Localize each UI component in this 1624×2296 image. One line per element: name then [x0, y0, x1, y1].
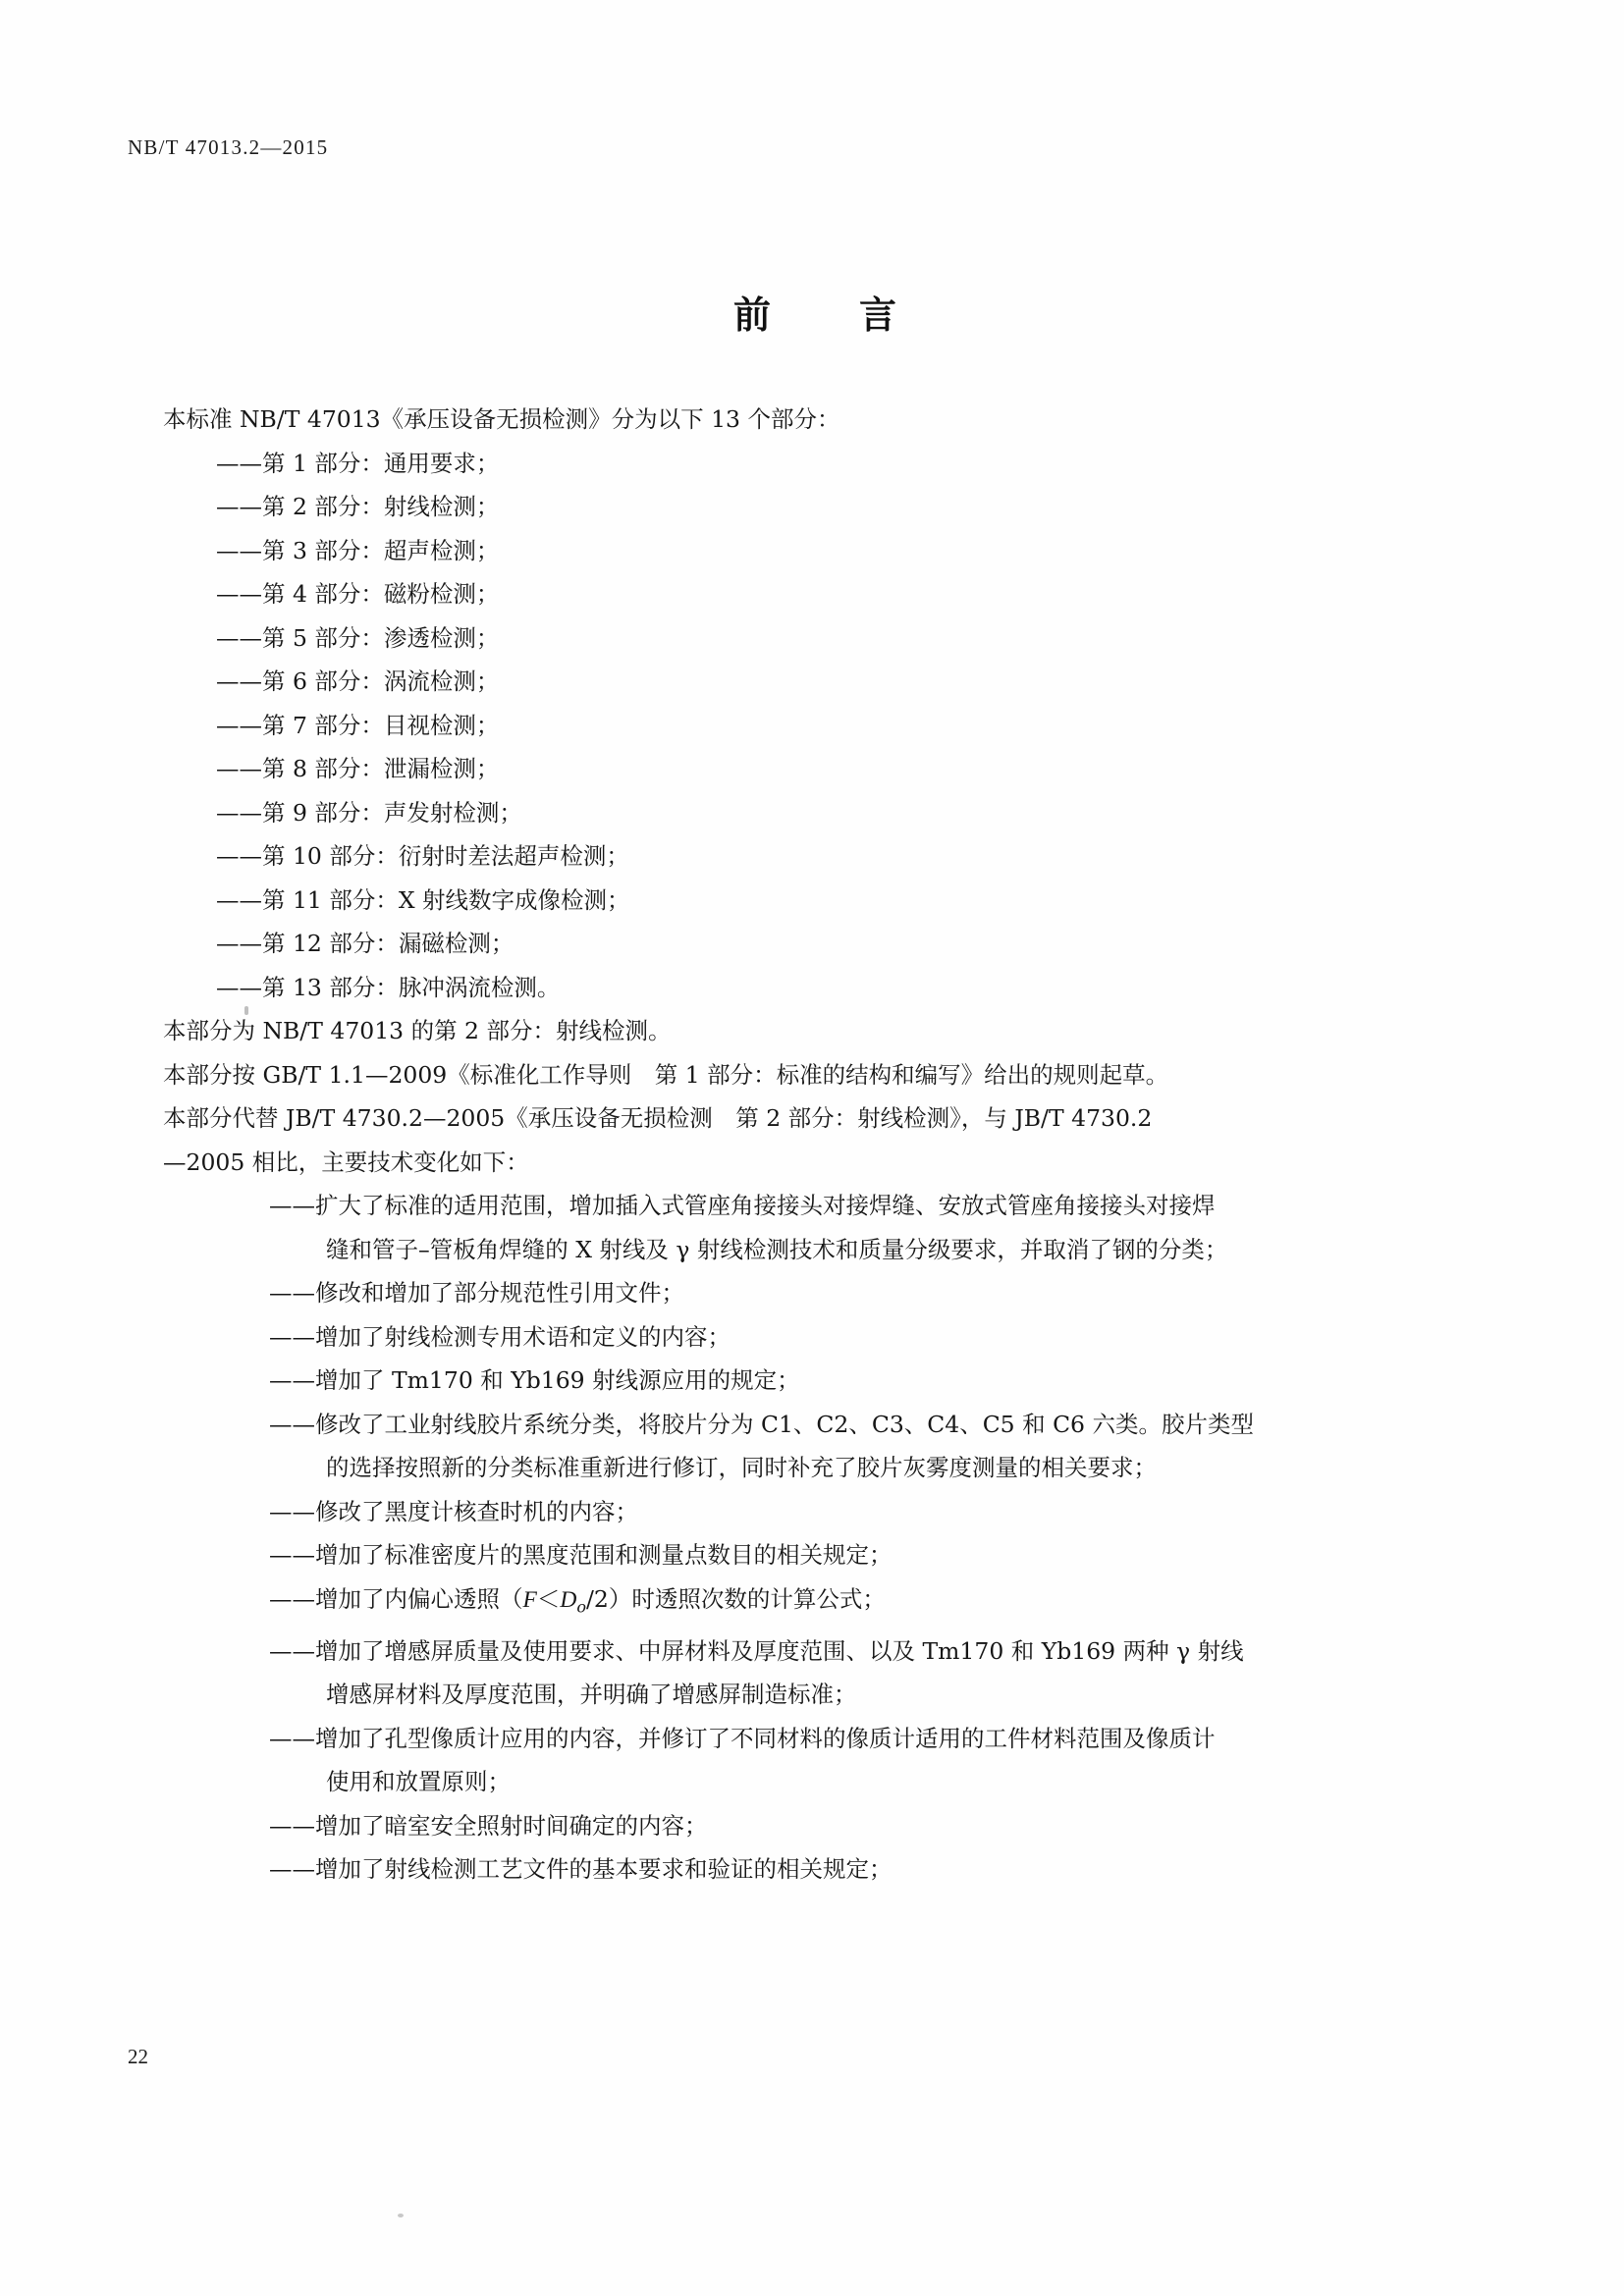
- change-item: ——修改了工业射线胶片系统分类，将胶片分为 C1、C2、C3、C4、C5 和 C6 六类。胶片类型: [269, 1410, 1254, 1438]
- list-item: ——第 1 部分：通用要求；: [216, 449, 500, 477]
- formula-variable-d: D: [560, 1586, 577, 1613]
- change-item: ——增加了标准密度片的黑度范围和测量点数目的相关规定；: [269, 1541, 893, 1569]
- change-item: ——修改和增加了部分规范性引用文件；: [269, 1279, 684, 1307]
- replacement-paragraph-line1: 本部分代替 JB/T 4730.2—2005《承压设备无损检测 第 2 部分：射线检测》，与 JB/T 4730.2: [163, 1104, 1153, 1132]
- formula-subscript: o: [576, 1597, 586, 1617]
- formula-less-than: ＜: [536, 1584, 561, 1613]
- statement-paragraph: 本部分为 NB/T 47013 的第 2 部分：射线检测。: [163, 1017, 672, 1044]
- list-item: ——第 6 部分：涡流检测；: [216, 667, 500, 695]
- intro-paragraph: 本标准 NB/T 47013《承压设备无损检测》分为以下 13 个部分：: [163, 405, 840, 433]
- list-item: ——第 8 部分：泄漏检测；: [216, 755, 500, 782]
- list-item: ——第 3 部分：超声检测；: [216, 536, 500, 564]
- change-item-continuation: 的选择按照新的分类标准重新进行修订，同时补充了胶片灰雾度测量的相关要求；: [326, 1454, 1157, 1481]
- page-sheet: [118, 118, 1512, 2189]
- page-title: 前 言: [732, 293, 922, 337]
- change-item: ——增加了射线检测工艺文件的基本要求和验证的相关规定；: [269, 1855, 893, 1884]
- change-item: ——增加了射线检测专用术语和定义的内容；: [269, 1322, 731, 1351]
- list-item: ——第 11 部分：X 射线数字成像检测；: [216, 885, 630, 914]
- list-item: ——第 5 部分：渗透检测；: [216, 623, 500, 652]
- list-item: ——第 10 部分：衍射时差法超声检测；: [216, 842, 629, 870]
- change-item: ——修改了黑度计核查时机的内容；: [269, 1497, 638, 1525]
- formula-suffix: /2）时透照次数的计算公式；: [585, 1584, 886, 1613]
- change-item-continuation: 缝和管子–管板角焊缝的 X 射线及 γ 射线检测技术和质量分级要求，并取消了钢的分类；: [326, 1235, 1228, 1263]
- change-item-continuation: 增感屏材料及厚度范围，并明确了增感屏制造标准；: [326, 1681, 857, 1709]
- list-item: ——第 13 部分：脉冲涡流检测。: [216, 973, 561, 1001]
- scan-speck: [244, 1006, 248, 1015]
- page-header-standard-code: NB/T 47013.2—2015: [128, 135, 329, 159]
- change-item: ——扩大了标准的适用范围，增加插入式管座角接接头对接焊缝、安放式管座角接接头对接焊: [269, 1192, 1216, 1219]
- change-item: ——增加了 Tm170 和 Yb169 射线源应用的规定；: [269, 1366, 800, 1394]
- change-item: ——增加了增感屏质量及使用要求、中屏材料及厚度范围、以及 Tm170 和 Yb169 两种 γ 射线: [269, 1636, 1244, 1665]
- formula-variable-f: F: [522, 1586, 537, 1613]
- list-item: ——第 12 部分：漏磁检测；: [216, 930, 514, 957]
- statement-paragraph: 本部分按 GB/T 1.1—2009《标准化工作导则 第 1 部分：标准的结构和编写》给出的规则起草。: [163, 1060, 1169, 1089]
- list-item: ——第 2 部分：射线检测；: [216, 493, 500, 520]
- list-item: ——第 7 部分：目视检测；: [216, 711, 500, 739]
- change-item: ——增加了暗室安全照射时间确定的内容；: [269, 1811, 708, 1840]
- change-item-continuation: 使用和放置原则；: [326, 1768, 511, 1796]
- document-body: [163, 398, 1479, 1892]
- scan-speck: [398, 2214, 404, 2217]
- list-item: ——第 9 部分：声发射检测；: [216, 798, 522, 827]
- page-number: 22: [128, 2045, 148, 2068]
- replacement-paragraph-line2: —2005 相比，主要技术变化如下：: [163, 1148, 529, 1176]
- change-item-formula: [163, 1577, 1479, 1629]
- change-item: ——增加了孔型像质计应用的内容，并修订了不同材料的像质计适用的工件材料范围及像质计: [269, 1724, 1216, 1752]
- formula-prefix: ——增加了内偏心透照（: [269, 1584, 523, 1613]
- list-item: ——第 4 部分：磁粉检测；: [216, 580, 500, 608]
